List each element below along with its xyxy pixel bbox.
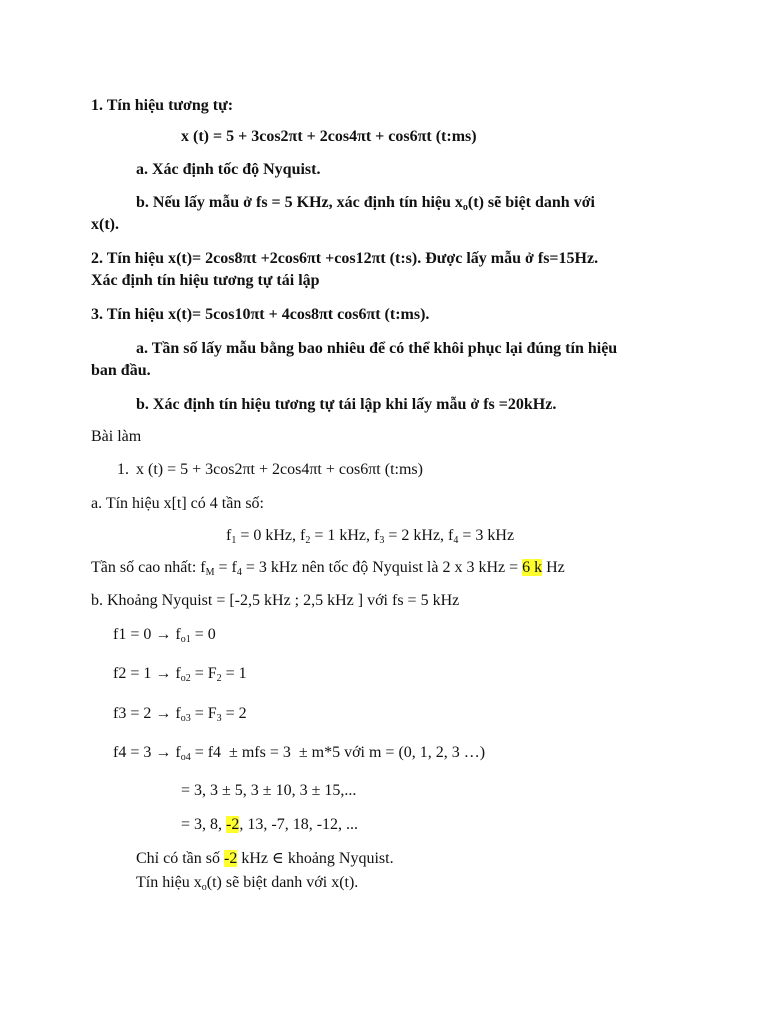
alias-sequence-2 — [181, 815, 358, 835]
alias-frequency-highlight: -2 — [224, 850, 238, 867]
subscript: 1 — [231, 535, 237, 546]
text: = F — [190, 705, 217, 722]
subscript: 2 — [216, 673, 222, 684]
text: 3. Tín hiệu x(t)= 5cos10πt + 4cos8πt cos6πt (t:ms). — [91, 306, 430, 323]
text: = f — [214, 559, 237, 576]
freq-f4 — [448, 527, 514, 544]
text: b. Nếu lấy mẫu ở fs = 5 KHz, xác định tín hiệu x — [136, 194, 463, 211]
subscript: 4 — [453, 535, 459, 546]
text: f1 = 0 → f — [113, 626, 181, 643]
text: = F — [190, 665, 217, 682]
solution-heading — [91, 427, 141, 447]
problem-1-part-b-line1 — [136, 193, 595, 213]
text: kHz ∈ khoảng Nyquist. — [237, 850, 394, 867]
problem-3-part-a-line2 — [91, 361, 151, 381]
text: ban đầu. — [91, 362, 151, 379]
alias-f2 — [113, 664, 247, 684]
problem-2-line2 — [91, 271, 320, 291]
problem-3-part-a-line1 — [136, 339, 617, 359]
text: a. Tần số lấy mẫu bằng bao nhiêu để có thể khôi phục lại đúng tín hiệu — [136, 340, 618, 357]
problem-3-part-b — [136, 395, 556, 415]
text: a. Xác định tốc độ Nyquist. — [136, 161, 321, 178]
subscript: o1 — [180, 634, 191, 645]
solution-a-text — [91, 494, 264, 514]
problem-3-title — [91, 305, 429, 325]
text: = 1 kHz, — [310, 527, 375, 544]
alias-conclusion-line — [136, 873, 358, 893]
text: = 3 kHz — [458, 527, 515, 544]
subscript: o — [462, 202, 468, 213]
subscript: o3 — [180, 713, 191, 724]
alias-f4 — [113, 743, 485, 763]
text: , 13, -7, 18, -12, ... — [239, 816, 359, 833]
solution-item-1-formula — [136, 460, 423, 480]
alias-value-highlight: -2 — [226, 816, 240, 833]
alias-f3 — [113, 704, 247, 724]
text: 2. Tín hiệu x(t)= 2cos8πt +2cos6πt +cos12πt (t:s). Được lấy mẫu ở fs=15Hz. — [91, 250, 599, 267]
text: = 0 — [190, 626, 216, 643]
text: f — [300, 527, 306, 544]
freq-f2 — [300, 527, 374, 544]
text: Tần số cao nhất: f — [91, 559, 206, 576]
text: (t) sẽ biệt danh với x(t). — [206, 874, 359, 891]
text: = f4 ± mfs = 3 ± m*5 với m = (0, 1, 2, 3 …) — [190, 744, 486, 761]
problem-1-title — [91, 96, 233, 116]
freq-f3 — [374, 527, 448, 544]
freq-f1 — [226, 527, 300, 544]
text: f — [448, 527, 454, 544]
text: Xác định tín hiệu tương tự tái lập — [91, 272, 320, 289]
frequency-list — [226, 526, 514, 546]
subscript: 3 — [216, 713, 222, 724]
problem-1-part-b-line2 — [91, 215, 119, 235]
text: Hz — [542, 559, 565, 576]
text: b. Khoảng Nyquist = [-2,5 kHz ; 2,5 kHz ] với fs = 5 kHz — [91, 592, 460, 609]
solution-b-text — [91, 591, 459, 611]
text: x (t) = 5 + 3cos2πt + 2cos4πt + cos6πt (t:ms) — [181, 128, 477, 145]
text: = 3, 8, — [181, 816, 227, 833]
subscript: 2 — [305, 535, 311, 546]
text: = 1 — [221, 665, 247, 682]
subscript: o2 — [180, 673, 191, 684]
problem-1-part-a — [136, 160, 320, 180]
subscript: 3 — [379, 535, 385, 546]
text: f — [226, 527, 232, 544]
text: = 2 kHz, — [384, 527, 449, 544]
text: Bài làm — [91, 428, 142, 445]
text: f2 = 1 → f — [113, 665, 181, 682]
text: = 2 — [221, 705, 247, 722]
alias-f1 — [113, 625, 216, 645]
text: a. Tín hiệu x[t] có 4 tần số: — [91, 495, 264, 512]
text: Tín hiệu x — [136, 874, 202, 891]
problem-1-formula — [181, 127, 477, 147]
text: f4 = 3 → f — [113, 744, 181, 761]
subscript: o — [201, 882, 207, 893]
problem-2-line1 — [91, 249, 598, 269]
text: b. Xác định tín hiệu tương tự tái lập khi lấy mẫu ở fs =20kHz. — [136, 396, 557, 413]
subscript: M — [205, 567, 215, 578]
text: x (t) = 5 + 3cos2πt + 2cos4πt + cos6πt (t:ms) — [136, 461, 423, 478]
solution-item-1-number — [117, 460, 129, 480]
alias-sequence-1 — [181, 781, 356, 801]
text: x(t). — [91, 216, 119, 233]
subscript: o4 — [180, 752, 191, 763]
text: f3 = 2 → f — [113, 705, 181, 722]
text: = 0 kHz, — [236, 527, 301, 544]
text: f — [374, 527, 380, 544]
max-frequency-line — [91, 558, 565, 578]
text: 1. Tín hiệu tương tự: — [91, 97, 234, 114]
text: 1. — [117, 461, 129, 478]
text: Chỉ có tần số — [136, 850, 224, 867]
text: (t) sẽ biệt danh với — [467, 194, 595, 211]
nyquist-rate-highlight: 6 k — [522, 559, 543, 576]
subscript: 4 — [236, 567, 242, 578]
only-frequency-line — [136, 849, 394, 869]
text: = 3 kHz nên tốc độ Nyquist là 2 x 3 kHz = — [241, 559, 523, 576]
text: = 3, 3 ± 5, 3 ± 10, 3 ± 15,... — [181, 782, 357, 799]
